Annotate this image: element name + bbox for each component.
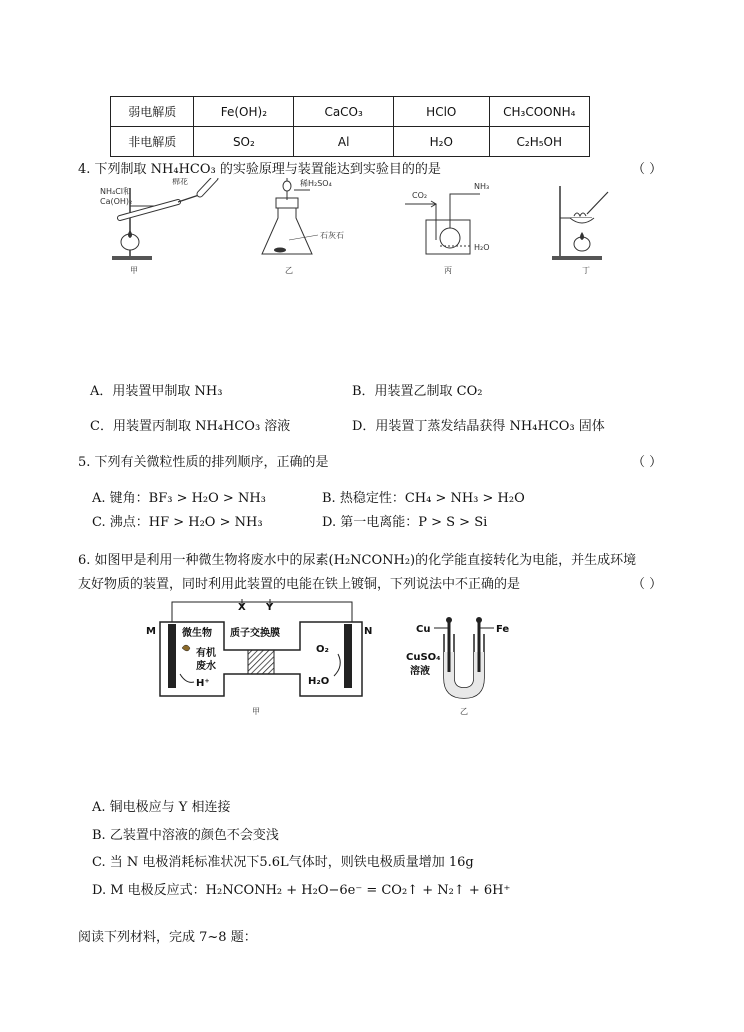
- electrode-m-label: M: [146, 626, 156, 637]
- caoh2-label: Ca(OH)₂: [100, 197, 133, 206]
- wastewater-label: 废水: [196, 661, 216, 672]
- q4-stem: 4. 下列制取 NH₄HCO₃ 的实验原理与装置能达到实验目的的是: [78, 162, 441, 177]
- apparatus-ding: [552, 186, 608, 275]
- solution-label: 溶液: [410, 666, 430, 677]
- q5-stem: 5. 下列有关微粒性质的排列顺序，正确的是: [78, 455, 329, 470]
- label-jia: 甲: [130, 266, 138, 275]
- co2-label: CO₂: [412, 191, 428, 200]
- q4-answer-paren: （ ）: [632, 162, 663, 177]
- apparatus-bing: [405, 182, 490, 275]
- fe-label: Fe: [496, 624, 510, 635]
- q6-option-a[interactable]: A. 铜电极应与 Y 相连接: [92, 800, 231, 815]
- q5-option-b[interactable]: B. 热稳定性：CH₄ > NH₃ > H₂O: [322, 491, 525, 506]
- q6-answer-paren: （ ）: [632, 577, 663, 592]
- label-bing: 丙: [444, 266, 452, 275]
- q4-option-c[interactable]: C．用装置丙制取 NH₄HCO₃ 溶液: [90, 419, 291, 434]
- fuel-cell-jia: [146, 599, 372, 716]
- h2o-label: H₂O: [308, 676, 330, 687]
- h2o-label: H₂O: [474, 243, 490, 252]
- q5-option-d[interactable]: D. 第一电离能：P > S > Si: [322, 515, 488, 530]
- q5-answer-paren: （ ）: [632, 455, 663, 470]
- electrolyte-table: [110, 96, 590, 157]
- table-cell: H₂O: [393, 127, 489, 157]
- q6-cell-figure: [138, 594, 518, 720]
- microbe-label: 微生物: [182, 628, 212, 639]
- apparatus-yi: [262, 178, 344, 275]
- q6-option-c[interactable]: C. 当 N 电极消耗标准状况下5.6L气体时，则铁电极质量增加 16g: [92, 855, 474, 870]
- q4-apparatus-figure: [90, 178, 650, 278]
- table-cell: 弱电解质: [111, 97, 194, 127]
- cuso4-label: CuSO₄: [406, 652, 441, 663]
- apparatus-jia: [100, 178, 215, 275]
- reading-instruction: 阅读下列材料，完成 7~8 题：: [78, 930, 257, 945]
- limestone-label: 石灰石: [320, 231, 344, 240]
- q6-option-d[interactable]: D. M 电极反应式：H₂NCONH₂ + H₂O−6e⁻ = CO₂↑ + N₂↑ + 6H⁺: [92, 883, 511, 898]
- q4-option-a[interactable]: A．用装置甲制取 NH₃: [90, 384, 223, 399]
- table-cell: Al: [294, 127, 394, 157]
- table-cell: CaCO₃: [294, 97, 394, 127]
- label-ding: 丁: [582, 266, 590, 275]
- q6-stem-line1: 6. 如图甲是利用一种微生物将废水中的尿素(H₂NCONH₂)的化学能直接转化为电能，并生成环境: [78, 553, 637, 568]
- cu-label: Cu: [416, 624, 431, 635]
- h2so4-label: 稀H₂SO₄: [300, 179, 332, 188]
- table-cell: 非电解质: [111, 127, 194, 157]
- terminal-x-label: X: [238, 602, 246, 613]
- q4-option-b[interactable]: B．用装置乙制取 CO₂: [352, 384, 483, 399]
- table-cell: SO₂: [194, 127, 294, 157]
- nh3-label: NH₃: [474, 182, 490, 191]
- hplus-label: H⁺: [196, 678, 210, 689]
- label-jia: 甲: [252, 707, 260, 716]
- table-row: [111, 127, 590, 157]
- table-cell: HClO: [393, 97, 489, 127]
- terminal-y-label: Y: [266, 602, 274, 613]
- table-cell: C₂H₅OH: [489, 127, 589, 157]
- o2-label: O₂: [316, 644, 329, 655]
- q4-option-d[interactable]: D．用装置丁蒸发结晶获得 NH₄HCO₃ 固体: [352, 419, 605, 434]
- u-tube-yi: [406, 617, 509, 716]
- electrode-n-label: N: [364, 626, 373, 637]
- cotton-label: 棉花: [172, 178, 188, 186]
- q6-stem-line2: 友好物质的装置，同时利用此装置的电能在铁上镀铜，下列说法中不正确的是: [78, 577, 521, 592]
- membrane-label: 质子交换膜: [230, 628, 280, 639]
- table-cell: Fe(OH)₂: [194, 97, 294, 127]
- q5-option-c[interactable]: C. 沸点：HF > H₂O > NH₃: [92, 515, 263, 530]
- label-yi: 乙: [285, 266, 293, 275]
- q6-option-b[interactable]: B. 乙装置中溶液的颜色不会变浅: [92, 828, 279, 843]
- q5-option-a[interactable]: A. 键角：BF₃ > H₂O > NH₃: [92, 491, 266, 506]
- table-row: [111, 97, 590, 127]
- nh4cl-label: NH₄Cl和: [100, 187, 132, 196]
- table-cell: CH₃COONH₄: [489, 97, 589, 127]
- label-yi: 乙: [460, 707, 468, 716]
- organic-label: 有机: [196, 648, 216, 659]
